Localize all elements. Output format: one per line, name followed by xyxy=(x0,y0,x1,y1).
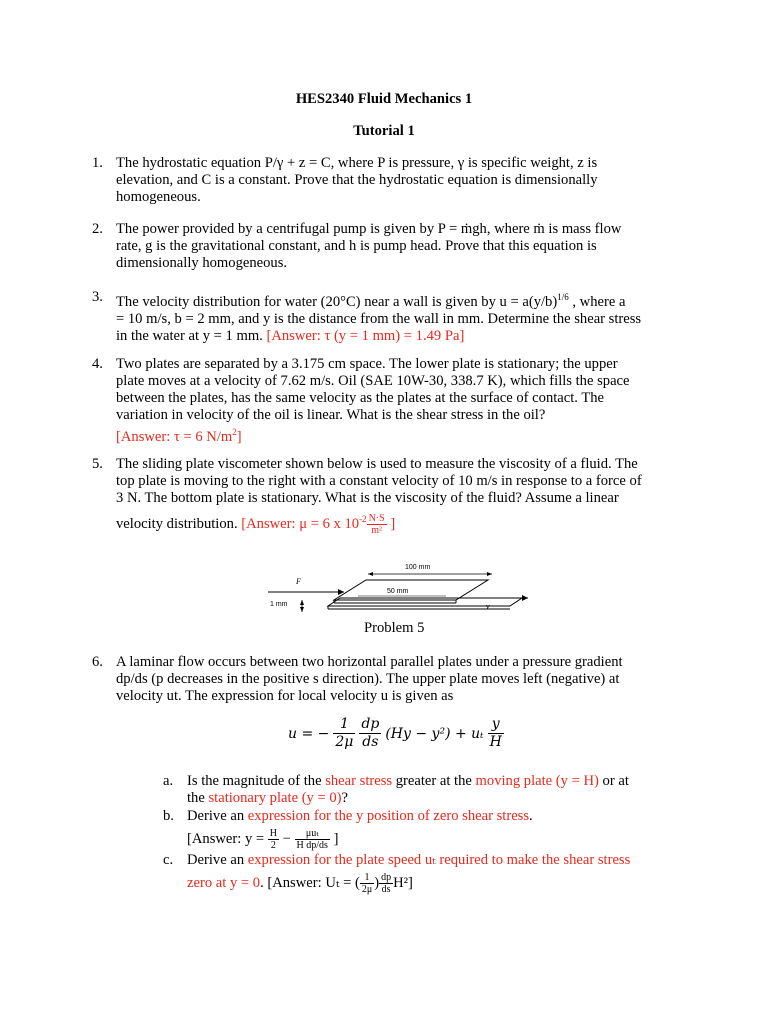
fraction-numerator: 1 xyxy=(333,716,355,734)
dimension-label-gap: 1 mm xyxy=(270,601,288,608)
text-segment: ] xyxy=(386,515,396,532)
gap-arrowhead xyxy=(300,600,304,605)
text-segment: , where a xyxy=(568,293,626,310)
fraction-denominator: 2 xyxy=(270,840,276,851)
text-line: homogeneous. xyxy=(116,189,201,205)
text-segment: . xyxy=(529,808,533,824)
text-line: velocity ut. The expression for local velocity u is given as xyxy=(116,688,454,704)
text-line: variation in velocity of the oil is linear. What is the shear stress in the oil? xyxy=(116,407,546,423)
text-segment: [Answer: τ = 6 N/m xyxy=(116,428,233,445)
text-segment: the xyxy=(187,790,209,806)
part-letter: c. xyxy=(163,852,174,868)
answer xyxy=(241,513,396,537)
answer-fraction xyxy=(379,872,393,895)
text-segment: [Answer: y = xyxy=(187,830,268,847)
equation-fraction xyxy=(488,716,504,751)
question-number: 2. xyxy=(92,221,103,237)
part-a xyxy=(187,773,687,807)
force-label: F xyxy=(296,577,301,586)
text-segment: Is the magnitude of the xyxy=(187,773,326,789)
highlight: expression for the plate speed uₜ required to make the shear stress xyxy=(247,852,631,868)
text-line: The sliding plate viscometer shown below is used to measure the viscosity of a fluid. The xyxy=(116,456,638,472)
fraction-denominator: 2μ xyxy=(335,734,354,750)
top-plate xyxy=(334,580,488,600)
question-number: 3. xyxy=(92,289,103,305)
text-line: top plate is moving to the right with a constant velocity of 10 m/s in response to a force of xyxy=(116,473,642,489)
answer-fraction xyxy=(268,828,279,851)
velocity-equation xyxy=(288,716,504,751)
document-title: HES2340 Fluid Mechanics 1 xyxy=(295,91,473,107)
part-c xyxy=(187,852,687,895)
question-text xyxy=(116,654,676,705)
dimension-label-100: 100 mm xyxy=(405,564,431,571)
text-segment: [Answer: μ = 6 x 10 xyxy=(241,515,360,532)
question-text xyxy=(116,289,676,345)
question-number: 5. xyxy=(92,456,103,472)
text-segment: Derive an xyxy=(187,852,248,868)
velocity-arrowhead xyxy=(522,595,528,601)
text-segment: H²] xyxy=(393,874,413,891)
velocity-label: v xyxy=(486,602,490,611)
text-segment: ] xyxy=(329,830,339,847)
fraction-denominator: 2μ xyxy=(361,884,373,895)
answer-fraction xyxy=(295,828,330,851)
gap-arrowhead xyxy=(300,607,304,612)
exponent: 1/6 xyxy=(557,292,569,302)
text-line: plate moves at a velocity of 7.62 m/s. Oil (SAE 10W-30, 338.7 K), which fills the space xyxy=(116,373,630,389)
answer: [Answer: τ (y = 1 mm) = 1.49 Pa] xyxy=(266,327,465,344)
text-line: dimensionally homogeneous. xyxy=(116,255,288,271)
highlight: shear stress xyxy=(325,773,393,789)
text-line xyxy=(187,790,687,807)
text-line xyxy=(187,872,687,895)
text-segment: greater at the xyxy=(392,773,476,789)
text-line xyxy=(116,289,676,311)
text-line xyxy=(187,808,687,825)
fraction-numerator: N·S xyxy=(368,513,385,525)
text-segment: Derive an xyxy=(187,808,248,824)
text-line: 3 N. The bottom plate is stationary. What is the viscosity of the fluid? Assume a linear xyxy=(116,490,619,506)
text-segment: The velocity distribution for water (20°C) near a wall is given by u = a(y/b) xyxy=(116,293,558,310)
text-segment: in the water at y = 1 mm. xyxy=(116,327,267,344)
bottom-plate xyxy=(328,598,522,606)
text-line xyxy=(187,773,687,790)
fraction-numerator: dp xyxy=(361,716,380,732)
question-text xyxy=(116,456,676,536)
fraction-denominator: ds xyxy=(362,734,379,750)
answer-fraction xyxy=(360,872,374,895)
text-line: A laminar flow occurs between two horizontal parallel plates under a pressure gradient xyxy=(116,654,623,670)
dimension-label-50: 50 mm xyxy=(387,588,409,595)
text-line: The power provided by a centrifugal pump is given by P = ṁgh, where ṁ is mass flow xyxy=(116,221,622,237)
tutorial-title: Tutorial 1 xyxy=(353,123,415,139)
exponent: -2 xyxy=(359,514,367,524)
equation-fraction xyxy=(359,716,381,751)
text-line: The hydrostatic equation P/γ + z = C, where P is pressure, γ is specific weight, z is xyxy=(116,155,598,171)
fraction-denominator: H dp/ds xyxy=(296,840,328,851)
fraction-numerator: 1 xyxy=(360,872,374,884)
text-segment: − xyxy=(279,830,295,847)
question-text xyxy=(116,155,676,206)
text-line: between the plates, has the same velocity as the plates at the surface of contact. The xyxy=(116,390,605,406)
question-text xyxy=(116,356,676,446)
text-segment: ] xyxy=(236,428,242,445)
fraction-numerator: H xyxy=(269,828,278,839)
text-segment: velocity distribution. xyxy=(116,515,242,532)
part-letter: b. xyxy=(163,808,174,824)
text-line: = 10 m/s, b = 2 mm, and y is the distance from the wall in mm. Determine the shear stress xyxy=(116,310,642,327)
equation-fraction xyxy=(333,716,355,751)
text-segment: or at xyxy=(598,773,629,789)
highlight: zero at y = 0 xyxy=(187,874,261,891)
fraction-numerator: y xyxy=(488,716,504,734)
text-line: elevation, and C is a constant. Prove that the hydrostatic equation is dimensionally xyxy=(116,172,598,188)
text-segment: ? xyxy=(341,790,349,806)
text-line xyxy=(116,511,676,536)
fraction-denominator: ds xyxy=(381,884,391,895)
text-line: rate, g is the gravitational constant, and h is pump head. Prove that this equation is xyxy=(116,238,597,254)
figure-caption: Problem 5 xyxy=(364,620,425,636)
question-text xyxy=(116,221,676,272)
text-line: Two plates are separated by a 3.175 cm space. The lower plate is stationary; the upper xyxy=(116,356,618,372)
text-line xyxy=(187,852,687,869)
highlight: expression for the y position of zero shear stress xyxy=(247,808,530,824)
text-line: dp/ds (p decreases in the positive s direction). The upper plate moves left (negative) at xyxy=(116,671,620,687)
part-letter: a. xyxy=(163,773,174,789)
fraction-denominator: H xyxy=(489,734,502,750)
text-segment: . [Answer: Uₜ = ( xyxy=(260,874,360,891)
fraction-denominator: m² xyxy=(371,525,383,537)
question-number: 1. xyxy=(92,155,103,171)
dimension-arrowhead xyxy=(368,572,373,576)
question-number: 4. xyxy=(92,356,103,372)
equation-middle: (Hy − y²) + uₜ xyxy=(385,725,484,742)
highlight: moving plate (y = H) xyxy=(475,773,599,789)
fraction-numerator: μuₜ xyxy=(295,828,330,840)
answer xyxy=(116,424,676,446)
text-segment: ) xyxy=(374,874,380,891)
highlight: stationary plate (y = 0) xyxy=(208,790,342,806)
unit-fraction xyxy=(367,513,387,536)
part-b xyxy=(187,808,687,851)
viscometer-diagram xyxy=(260,560,540,622)
exponent: 2 xyxy=(232,427,237,437)
text-line xyxy=(116,328,676,345)
fraction-numerator: dp xyxy=(381,872,392,883)
question-number: 6. xyxy=(92,654,103,670)
equation-lhs: u = − xyxy=(288,725,330,742)
answer xyxy=(187,828,687,851)
dimension-arrowhead xyxy=(487,572,492,576)
